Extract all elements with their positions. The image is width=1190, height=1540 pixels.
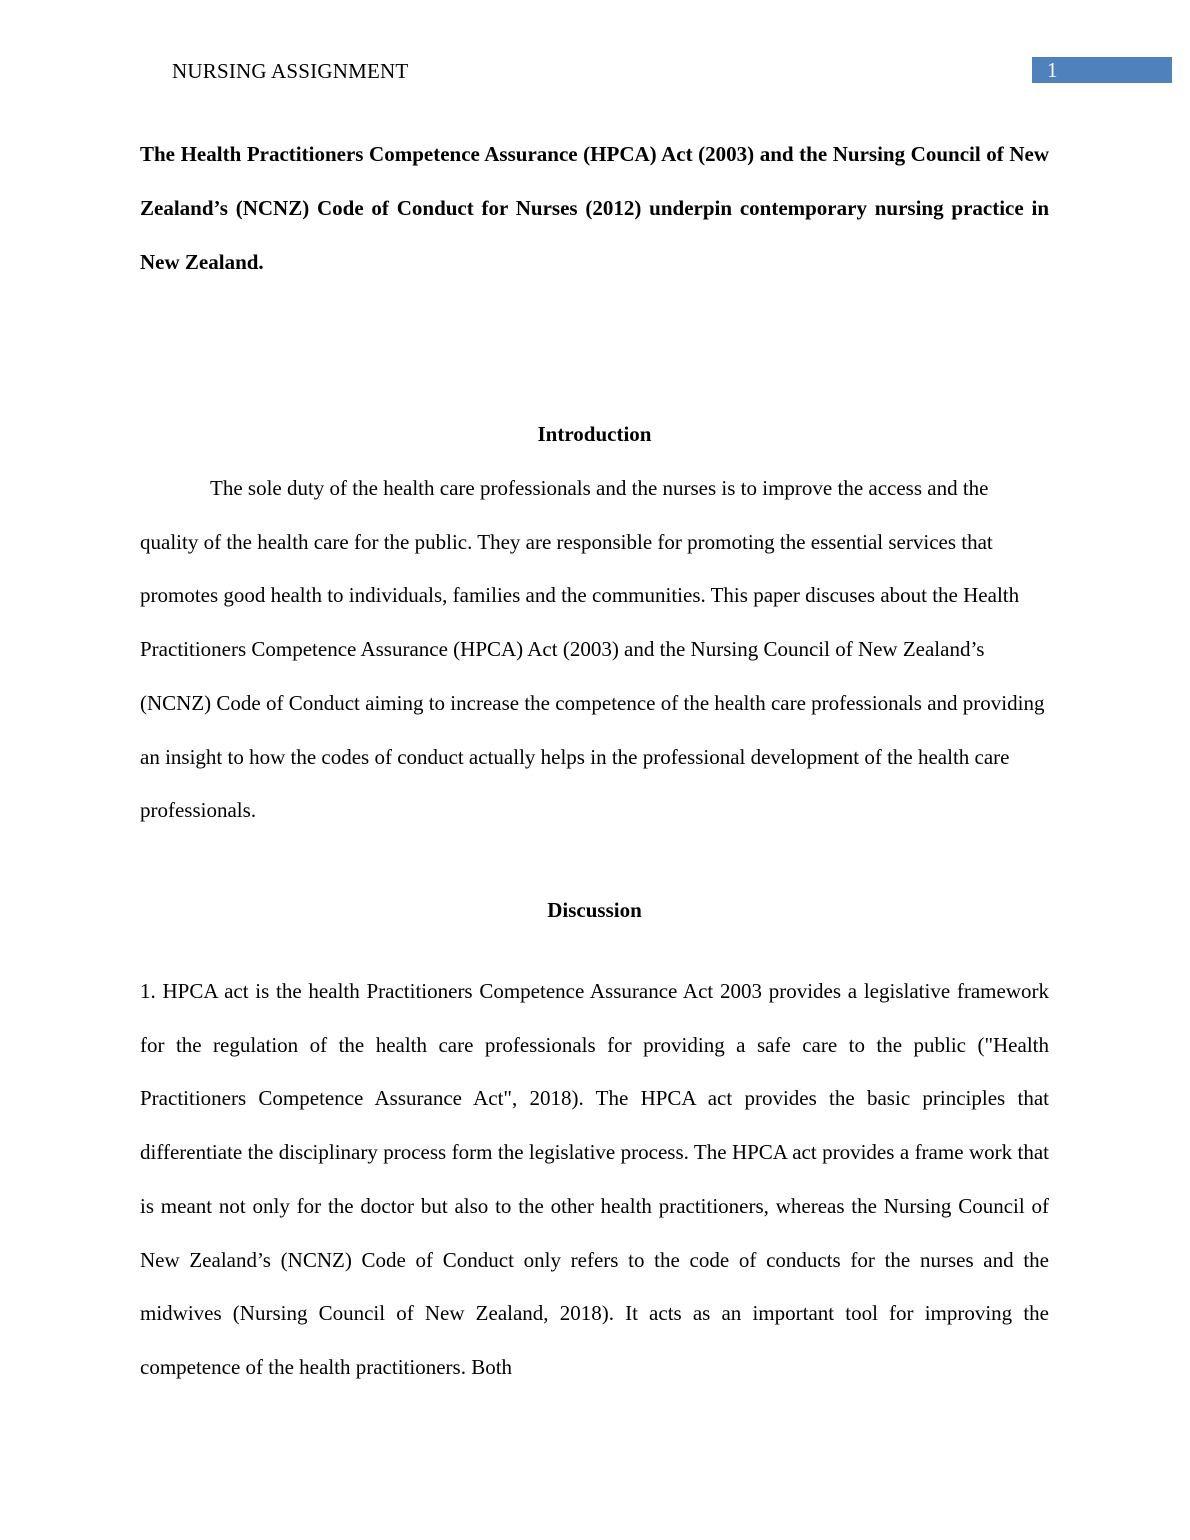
running-head: NURSING ASSIGNMENT	[172, 59, 409, 83]
discussion-heading: Discussion	[547, 898, 642, 922]
introduction-paragraph: The sole duty of the health care professionals and the nurses is to improve the access and the quality of the health care for the public. They are responsible for promoting the essential services that promotes good health to individuals, families and the communities. This paper discuses about the Health Practitioners Competence Assurance (HPCA) Act (2003) and the Nursing Council of New Zealand’s (NCNZ) Code of Conduct aiming to increase the competence of the health care professionals and providing an insight to how the codes of conduct actually helps in the professional development of the health care professionals.	[140, 476, 1045, 823]
introduction-heading: Introduction	[537, 422, 652, 446]
document-title: The Health Practitioners Competence Assurance (HPCA) Act (2003) and the Nursing Council of New Zealand’s (NCNZ) Code of Conduct for Nurses (2012) underpin contemporary nursing practice in New Zealand.	[140, 142, 1049, 274]
page-number: 1	[1047, 58, 1058, 82]
discussion-paragraph: 1. HPCA act is the health Practitioners Competence Assurance Act 2003 provides a legislative framework for the regulation of the health care professionals for providing a safe care to the public ("Health Practitioners Competence Assurance Act", 2018). The HPCA act provides the basic principles that differentiate the disciplinary process form the legislative process. The HPCA act provides a frame work that is meant not only for the doctor but also to the other health practitioners, whereas the Nursing Council of New Zealand’s (NCNZ) Code of Conduct only refers to the code of conducts for the nurses and the midwives (Nursing Council of New Zealand, 2018). It acts as an important tool for improving the competence of the health practitioners. Both	[140, 979, 1049, 1379]
page-number-box	[1032, 57, 1172, 83]
